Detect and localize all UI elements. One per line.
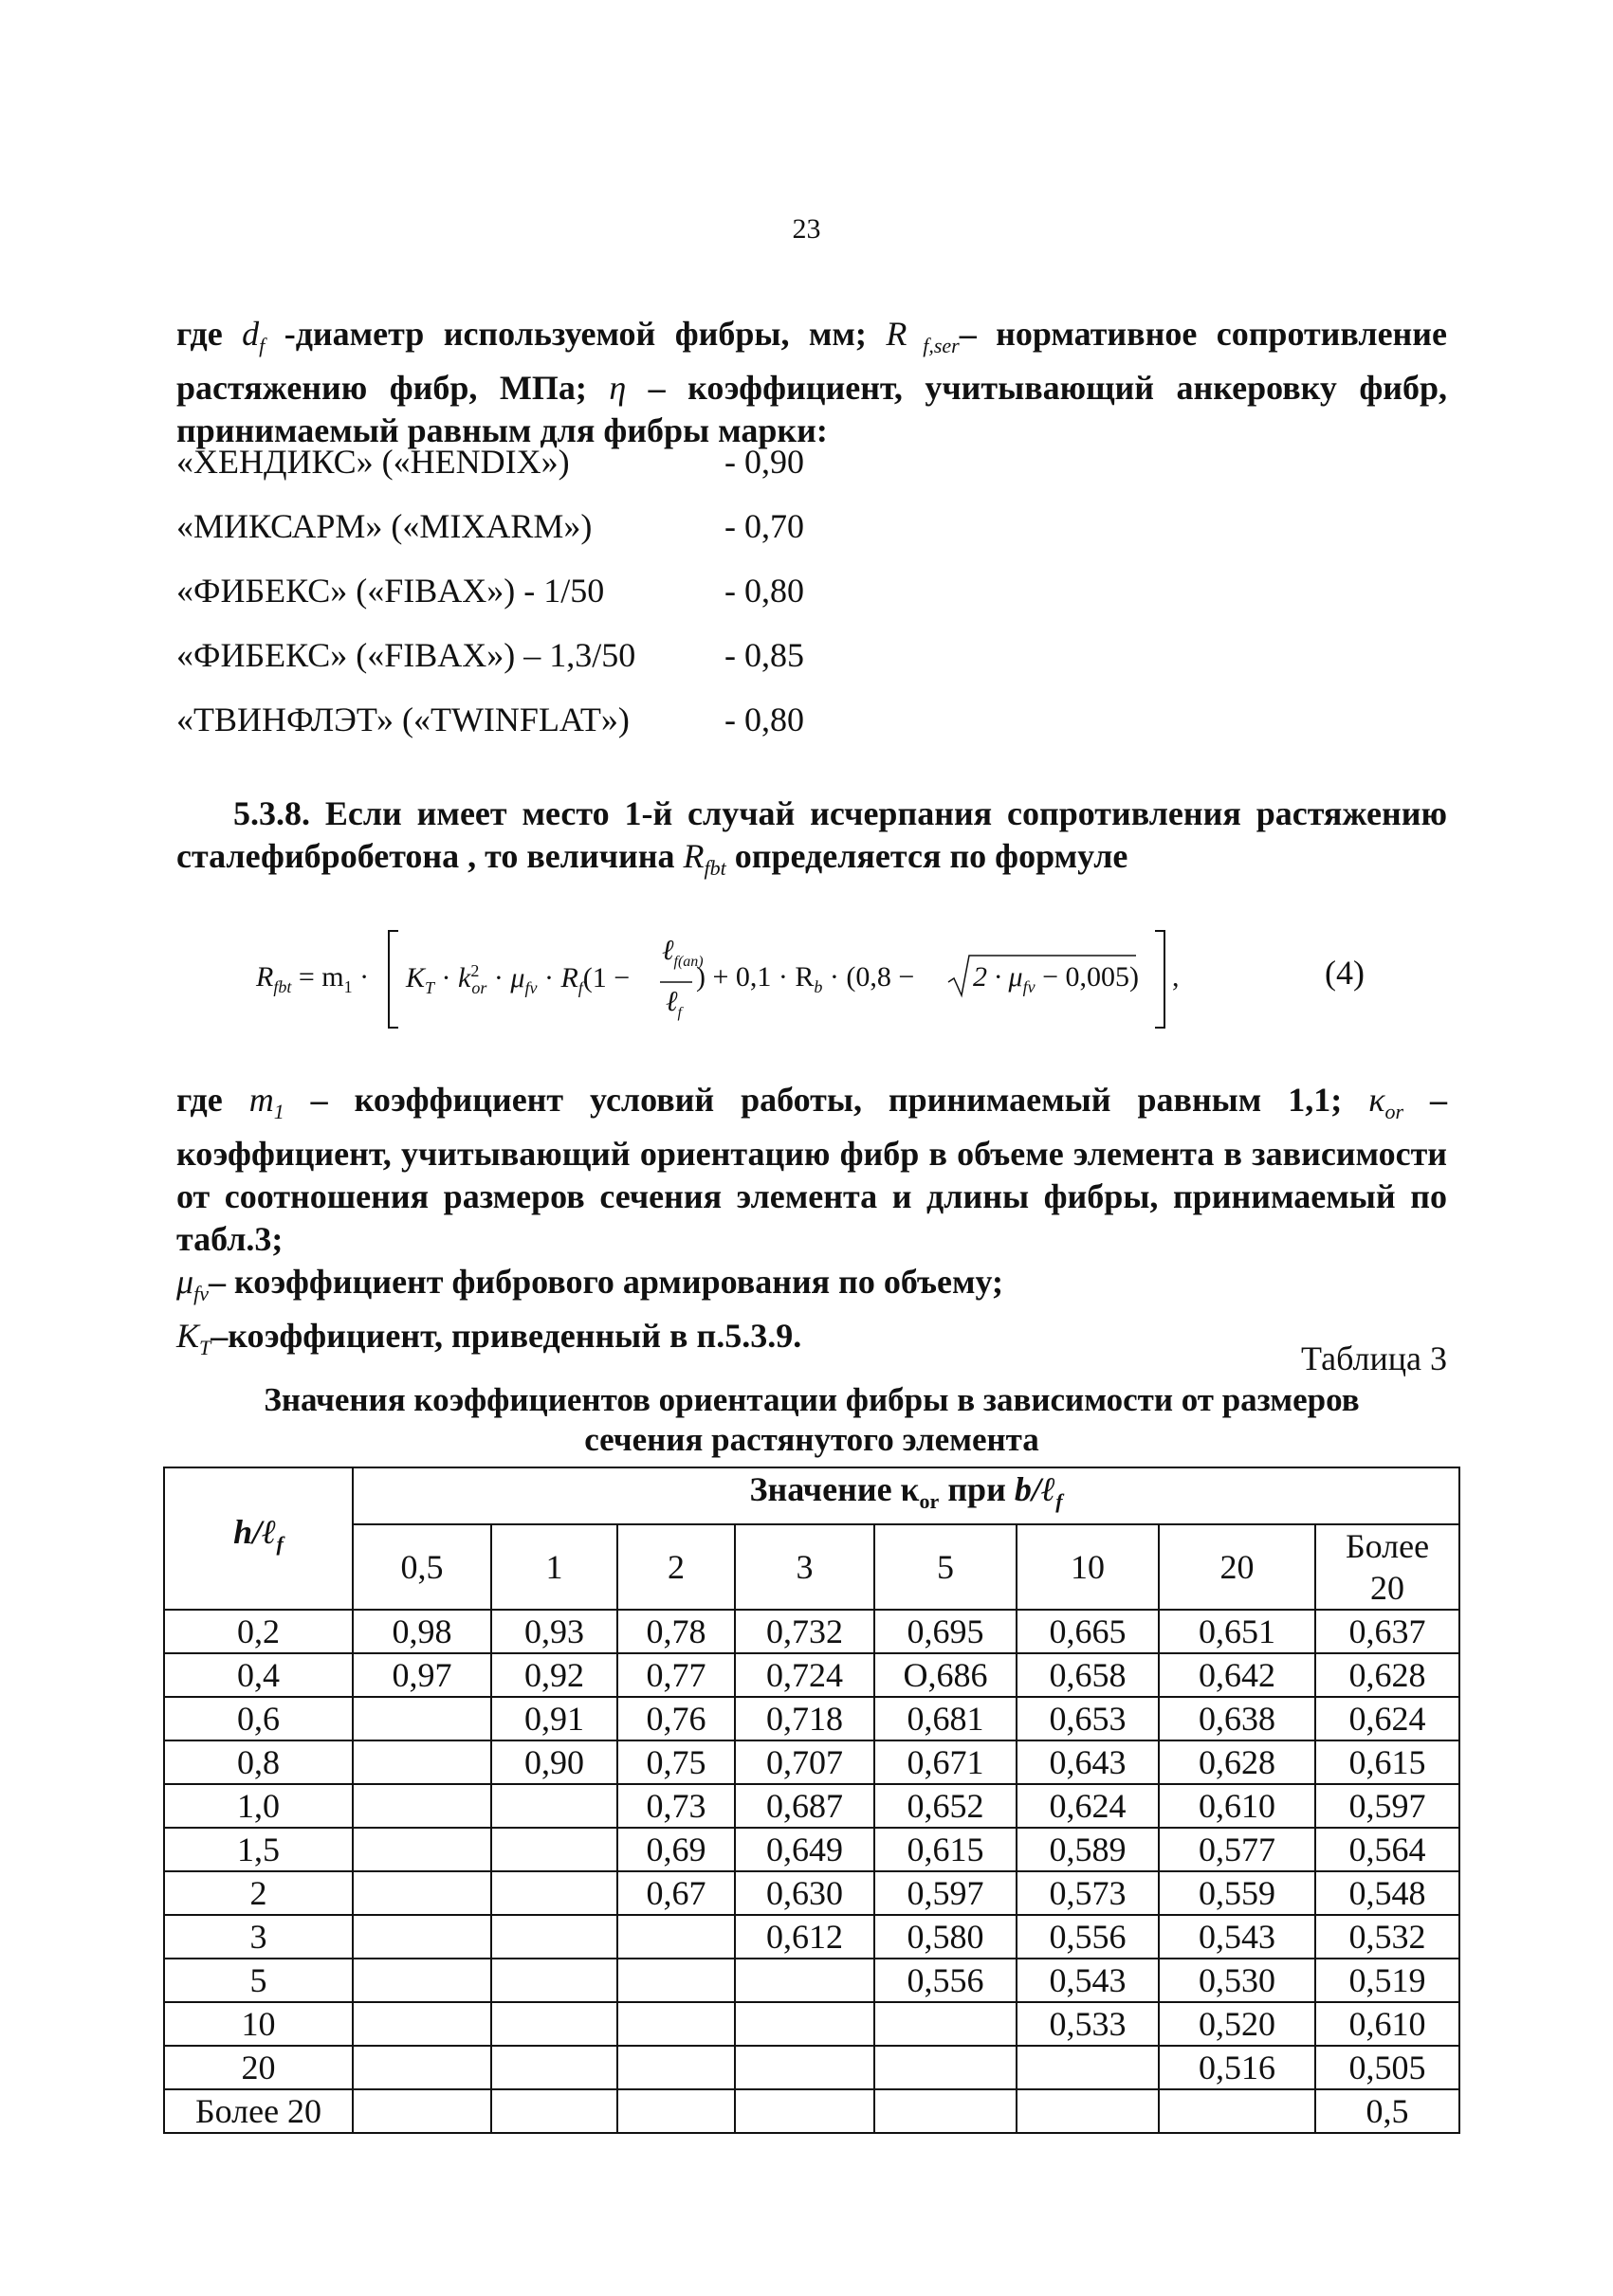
value-cell: 0,649 [735,1828,874,1871]
formula-comma: , [1172,961,1180,993]
value-cell [353,1915,491,1959]
value-cell: 0,76 [617,1697,735,1740]
df-description: -диаметр используемой фибры, мм; [265,315,887,353]
row-label-cell: 3 [164,1915,353,1959]
row-label-cell: Более 20 [164,2089,353,2133]
value-cell: 0,624 [1017,1784,1159,1828]
formula [256,927,1394,1031]
value-cell: 0,532 [1315,1915,1459,1959]
value-cell: 0,69 [617,1828,735,1871]
value-cell: 0,637 [1315,1610,1459,1653]
value-cell [353,1697,491,1740]
symbol-mufv: $\mu_{fv}$ [176,1263,209,1306]
value-cell: 0,92 [491,1653,617,1697]
table-row [164,1697,1459,1740]
intro-paragraph [176,313,1447,452]
clause-tail: определяется по формуле [725,837,1128,875]
row-label-cell: 1,0 [164,1784,353,1828]
value-cell: 0,543 [1017,1959,1159,2002]
brand-name: «ХЕНДИКС» («HENDIX») [176,443,570,481]
value-cell: 0,98 [353,1610,491,1653]
value-cell: 0,543 [1159,1915,1315,1959]
brand-row [176,571,840,614]
brand-value: - 0,70 [724,507,804,545]
brand-name: «ФИБЕКС» («FIBAX») - 1/50 [176,572,605,610]
span-header: Значение $\kappa_{or}$ при b/ℓ$_f$ [353,1467,1459,1524]
value-cell [491,1871,617,1915]
brand-row [176,700,840,743]
value-cell [491,2046,617,2089]
symbol-m1: $m_1$ [248,1081,284,1124]
value-cell: 0,93 [491,1610,617,1653]
value-cell [491,2089,617,2133]
brand-name: «ТВИНФЛЭТ» («TWINFLAT») [176,701,630,738]
table-label: Таблица 3 [1301,1339,1447,1377]
value-cell: 0,597 [874,1871,1017,1915]
value-cell [735,1959,874,2002]
where-paragraph: где $m_1$ – коэффициент условий работы, принимаемый равным 1,1; $\kappa_{or}$ – коэффициент, учитывающий ориентацию фибр в объеме элемента в зависимости от соотношения размеров сечения элемента и длины фибры, принимаемый по табл.3; $\mu_{fv}-$ коэффициент фибрового армирования по объему; $K_T$–коэффициент, приведенный в п.5.3.9. [176,1081,1447,1360]
brand-row [176,442,840,485]
value-cell [735,2002,874,2046]
value-cell: 0,589 [1017,1828,1159,1871]
column-header: 20 [1159,1524,1315,1610]
clause-text: 5.3.8. Если имеет место 1-й случай исчерпания сопротивления растяжению сталефибробетона , то величина [176,794,1447,875]
value-cell [1017,2089,1159,2133]
column-header: 1 [491,1524,617,1610]
value-cell: 0,652 [874,1784,1017,1828]
value-cell [353,1871,491,1915]
value-cell: 0,67 [617,1871,735,1915]
column-header: 10 [1017,1524,1159,1610]
value-cell [353,2089,491,2133]
page-number: 23 [792,213,821,245]
table-row [164,1610,1459,1653]
table-row [164,2002,1459,2046]
brand-name: «МИКСАРМ» («MIXARM») [176,507,593,545]
table-row [164,2046,1459,2089]
column-header: Более 20 [1315,1524,1459,1610]
table-row [164,1915,1459,1959]
table-caption-line1: Значения коэффициентов ориентации фибры в зависимости от размеров [264,1381,1360,1418]
symbol-kor: $\kappa_{or}$ [1368,1081,1404,1124]
value-cell [617,2089,735,2133]
value-cell [617,2046,735,2089]
value-cell: 0,612 [735,1915,874,1959]
symbol-rfser: R $_{f,ser}$ [886,315,960,358]
table-body [164,1610,1459,2133]
intro-lead: где [176,315,223,353]
value-cell: 0,624 [1315,1697,1459,1740]
value-cell: 0,610 [1315,2002,1459,2046]
row-label-cell: 1,5 [164,1828,353,1871]
row-label-cell: 0,4 [164,1653,353,1697]
value-cell [353,2046,491,2089]
value-cell: 0,559 [1159,1871,1315,1915]
column-header: 2 [617,1524,735,1610]
rfser-description: – нормативное сопротивление растяжению фибр, МПа; [176,315,1448,408]
formula-denominator: ℓ$_f$ [666,986,682,1021]
value-cell: 0,638 [1159,1697,1315,1740]
value-cell: 0,687 [735,1784,874,1828]
value-cell [1159,2089,1315,2133]
formula-lhs: $R_{fbt} = m_1$ · [256,961,370,996]
table-row [164,1828,1459,1871]
symbol-eta: η [609,369,627,408]
value-cell [491,1828,617,1871]
value-cell [491,1915,617,1959]
table-row [164,2089,1459,2133]
value-cell [617,1915,735,1959]
table-row [164,1740,1459,1784]
brand-value: - 0,80 [724,572,804,610]
value-cell: 0,732 [735,1610,874,1653]
value-cell [491,1784,617,1828]
value-cell: О,686 [874,1653,1017,1697]
value-cell [353,1828,491,1871]
value-cell: 0,548 [1315,1871,1459,1915]
value-cell: 0,97 [353,1653,491,1697]
value-cell [874,2002,1017,2046]
orientation-coefficient-table [163,1467,1460,2134]
brand-name: «ФИБЕКС» («FIBAX») – 1,3/50 [176,636,636,674]
formula-radicand: $2 \cdot \mu_{fv} - 0,005$) [973,961,1139,996]
symbol-kt: $K_T$ [176,1317,211,1360]
value-cell: 0,610 [1159,1784,1315,1828]
table-row [164,1784,1459,1828]
brand-value: - 0,90 [724,443,804,481]
value-cell: 0,73 [617,1784,735,1828]
row-label-cell: 0,2 [164,1610,353,1653]
value-cell: 0,630 [735,1871,874,1915]
formula-body: $K_T \cdot k^2_{or} \cdot \mu_{fv} \cdot R_f(1$ − [406,961,631,997]
value-cell: 0,597 [1315,1784,1459,1828]
value-cell: 0,615 [874,1828,1017,1871]
formula-numerator: ℓ$_{f(an)}$ [662,935,704,970]
table-row [164,1871,1459,1915]
table-caption-line2: сечения растянутого элемента [584,1421,1039,1458]
value-cell: 0,695 [874,1610,1017,1653]
brand-value: - 0,80 [724,701,804,738]
row-header: h/ℓ$_f$ [164,1467,353,1610]
symbol-rfbt: $R_{fbt}$ [683,837,726,881]
value-cell [735,2089,874,2133]
symbol-df: $d_f$ [242,315,266,358]
value-cell [353,2002,491,2046]
value-cell [1017,2046,1159,2089]
value-cell [353,1784,491,1828]
row-label-cell: 20 [164,2046,353,2089]
table-row [164,1959,1459,2002]
brand-row [176,635,840,679]
value-cell: 0,91 [491,1697,617,1740]
table-row [164,1653,1459,1697]
brand-value: - 0,85 [724,636,804,674]
value-cell: 0,577 [1159,1828,1315,1871]
value-cell: 0,90 [491,1740,617,1784]
value-cell: 0,628 [1159,1740,1315,1784]
value-cell: 0,651 [1159,1610,1315,1653]
value-cell: 0,556 [874,1959,1017,2002]
value-cell [874,2046,1017,2089]
value-cell: 0,580 [874,1915,1017,1959]
value-cell: 0,519 [1315,1959,1459,2002]
value-cell: 0,77 [617,1653,735,1697]
value-cell: 0,707 [735,1740,874,1784]
value-cell: 0,5 [1315,2089,1459,2133]
equation-number: (4) [1325,954,1365,992]
value-cell [617,1959,735,2002]
brand-row [176,506,840,550]
value-cell [874,2089,1017,2133]
value-cell: 0,75 [617,1740,735,1784]
value-cell [617,2002,735,2046]
value-cell [353,1740,491,1784]
value-cell: 0,642 [1159,1653,1315,1697]
value-cell: 0,724 [735,1653,874,1697]
row-label-cell: 0,8 [164,1740,353,1784]
value-cell: 0,530 [1159,1959,1315,2002]
value-cell: 0,520 [1159,2002,1315,2046]
formula-tail: ) + $0,1 \cdot R_b \cdot (0,8$ − [696,961,915,996]
value-cell: 0,681 [874,1697,1017,1740]
row-label-cell: 5 [164,1959,353,2002]
value-cell: 0,628 [1315,1653,1459,1697]
row-label-cell: 10 [164,2002,353,2046]
value-cell: 0,78 [617,1610,735,1653]
value-cell: 0,643 [1017,1740,1159,1784]
value-cell: 0,516 [1159,2046,1315,2089]
value-cell: 0,671 [874,1740,1017,1784]
value-cell [353,1959,491,2002]
value-cell [735,2046,874,2089]
value-cell: 0,564 [1315,1828,1459,1871]
column-header: 5 [874,1524,1017,1610]
value-cell: 0,573 [1017,1871,1159,1915]
column-header: 3 [735,1524,874,1610]
value-cell: 0,658 [1017,1653,1159,1697]
value-cell: 0,615 [1315,1740,1459,1784]
value-cell: 0,653 [1017,1697,1159,1740]
value-cell: 0,665 [1017,1610,1159,1653]
value-cell: 0,556 [1017,1915,1159,1959]
value-cell [491,1959,617,2002]
column-header: 0,5 [353,1524,491,1610]
eta-description: – коэффициент, учитывающий анкеровку фибр, принимаемый равным для фибры марки: [176,369,1447,450]
value-cell [491,2002,617,2046]
clause-paragraph [176,793,1447,889]
row-label-cell: 2 [164,1871,353,1915]
value-cell: 0,505 [1315,2046,1459,2089]
row-label-cell: 0,6 [164,1697,353,1740]
value-cell: 0,533 [1017,2002,1159,2046]
value-cell: 0,718 [735,1697,874,1740]
